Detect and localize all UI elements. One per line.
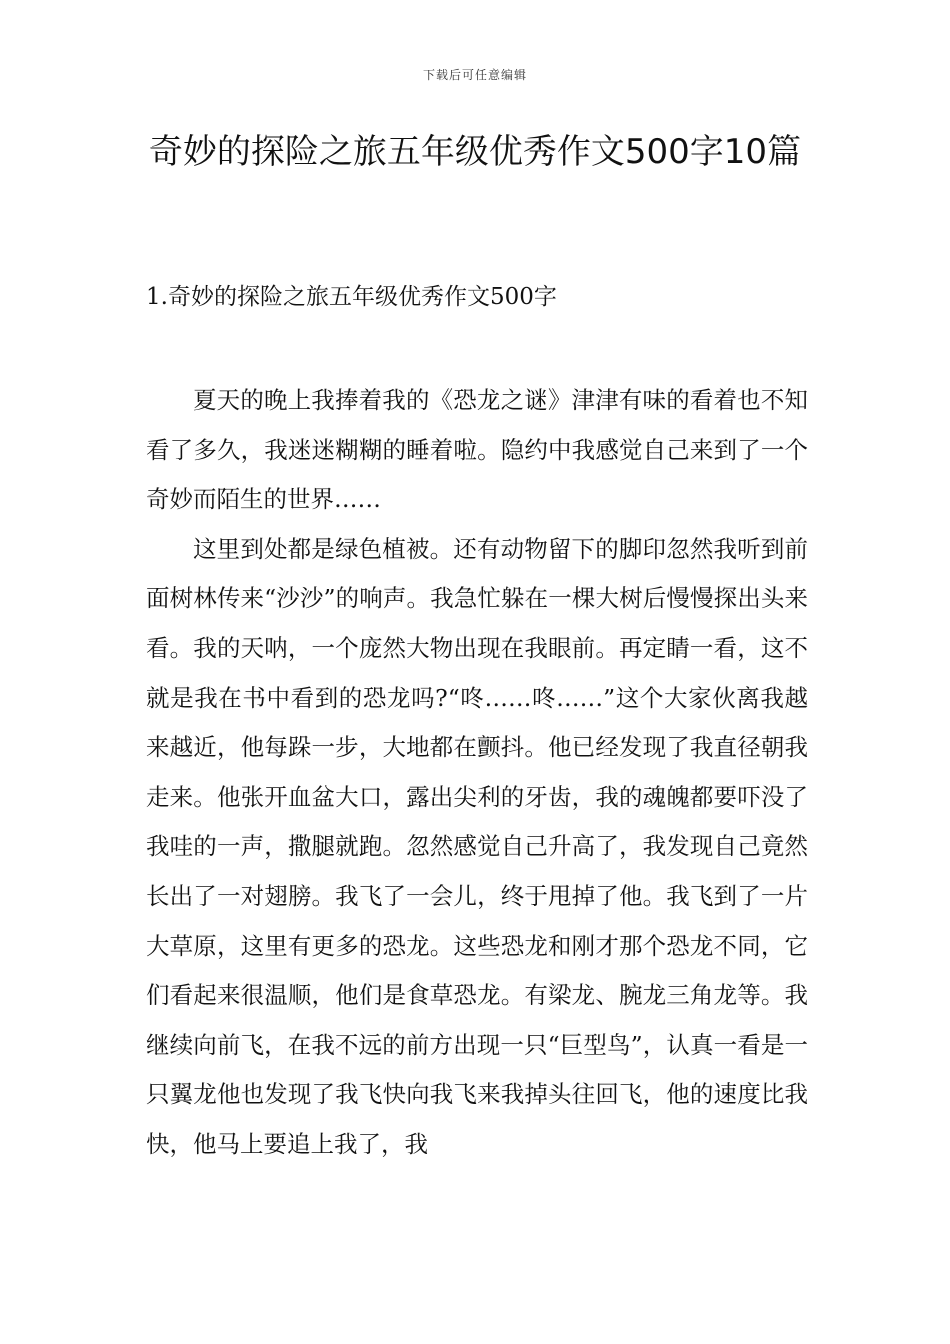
section-heading: 1.奇妙的探险之旅五年级优秀作文500字 <box>146 284 557 310</box>
paragraph: 这里到处都是绿色植被。还有动物留下的脚印忽然我听到前面树林传来“沙沙”的响声。我急忙躲在一棵大树后慢慢探出头来看。我的天呐，一个庞然大物出现在我眼前。再定睛一看，这不就是我在书中看到的恐龙吗?“咚……咚……”这个大家伙离我越来越近，他每跺一步，大地都在颤抖。他已经发现了我直径朝我走来。他张开血盆大口，露出尖利的牙齿，我的魂魄都要吓没了我哇的一声，撒腿就跑。忽然感觉自己升高了，我发现自己竟然长出了一对翅膀。我飞了一会儿，终于甩掉了他。我飞到了一片大草原，这里有更多的恐龙。这些恐龙和刚才那个恐龙不同，它们看起来很温顺，他们是食草恐龙。有梁龙、腕龙三角龙等。我继续向前飞，在我不远的前方出现一只“巨型鸟”，认真一看是一只翼龙他也发现了我飞快向我飞来我掉头往回飞，他的速度比我快，他马上要追上我了，我 <box>146 534 808 1158</box>
document-title: 奇妙的探险之旅五年级优秀作文500字10篇 <box>148 132 802 172</box>
paragraph: 夏天的晚上我捧着我的《恐龙之谜》津津有味的看着也不知看了多久，我迷迷糊糊的睡着啦。隐约中我感觉自己来到了一个奇妙而陌生的世界…… <box>146 386 808 514</box>
header-note: 下载后可任意编辑 <box>422 68 527 82</box>
essay-body <box>146 376 808 1170</box>
